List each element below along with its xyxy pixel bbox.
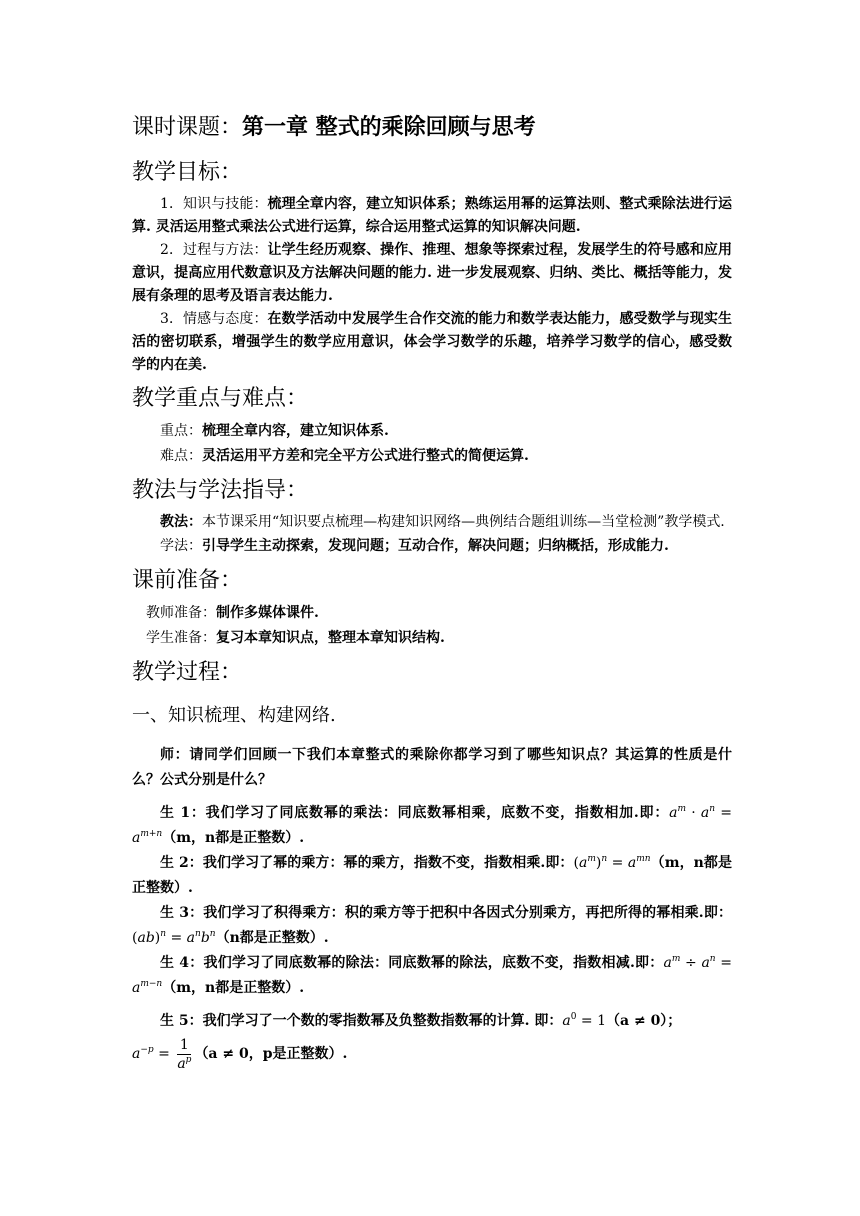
formula-negative-exponent: $a^{-p}$ = $\frac{1}{a^p}$: [132, 1036, 192, 1072]
difficulty-label: 难点：: [160, 448, 202, 464]
teacher-prep-label: 教师准备：: [146, 605, 216, 621]
objective-2-label: 2．过程与方法：: [160, 242, 268, 258]
student-2-answer: [132, 851, 732, 901]
formula-zero-exponent: $a^0 = 1$: [562, 1012, 607, 1029]
learning-method: [132, 534, 732, 559]
formula-product-power: $(ab)^n = a^nb^n$: [132, 929, 216, 946]
part1-heading: 一、知识梳理、构建网络.: [132, 705, 336, 726]
formula-power-rule: $(a^m)^n = a^{mn}$: [573, 854, 651, 871]
methods-heading: 教法与学法指导：: [132, 478, 309, 503]
objective-3: [132, 308, 732, 377]
student-prep-text: 复习本章知识点，整理本章知识结构.: [216, 630, 445, 646]
learning-method-text: 引导学生主动探索，发现问题；互动合作，解决问题；归纳概括，形成能力.: [202, 538, 669, 554]
lesson-title-text: 第一章 整式的乘除回顾与思考: [242, 114, 536, 140]
objective-2: [132, 239, 732, 308]
lesson-title: [132, 112, 732, 143]
student-5-note-1: （a ≠ 0）；: [606, 1013, 682, 1029]
fraction: $\frac{1}{a^p}$: [177, 1036, 192, 1072]
objective-1-text: 梳理全章内容，建立知识体系；熟练运用幂的运算法则、整式乘除法进行运算. 灵活运用整式乘法公式进行运算，综合运用整式运算的知识解决问题.: [132, 196, 732, 235]
teacher-question: 师：请同学们回顾一下我们本章整式的乘除你都学习到了哪些知识点？其运算的性质是什么？公式分别是什么？: [132, 747, 732, 788]
student-5-note-2: （a ≠ 0，p是正整数）.: [194, 1046, 348, 1062]
student-prep-label: 学生准备：: [146, 630, 216, 646]
learning-method-label: 学法：: [160, 538, 202, 554]
student-4-note: （m，n都是正整数）.: [162, 980, 305, 996]
teaching-method: [132, 511, 732, 534]
preparation-heading: 课前准备：: [132, 568, 243, 593]
lesson-title-label: 课时课题：: [132, 115, 243, 140]
student-4-text: 生 4：我们学习了同底数幂的除法：同底数幂的除法，底数不变，指数相减.即：: [160, 955, 664, 971]
focus-text: 梳理全章内容，建立知识体系.: [202, 423, 389, 439]
student-1-note: （m，n都是正整数）.: [162, 830, 305, 846]
objective-3-text: 在数学活动中发展学生合作交流的能力和数学表达能力，感受数学与现实生活的密切联系，增强学生的数学应用意识，体会学习数学的乐趣，培养学习数学的信心，感受数学的内在美.: [132, 311, 732, 373]
difficulty-text: 灵活运用平方差和完全平方公式进行整式的简便运算.: [202, 448, 529, 464]
teacher-prep-text: 制作多媒体课件.: [216, 605, 319, 621]
objective-3-label: 3．情感与态度：: [160, 311, 268, 327]
student-1-text: 生 1：我们学习了同底数幂的乘法：同底数幂相乘，底数不变，指数相加.即：: [160, 805, 670, 821]
key-points-heading: 教学重点与难点：: [132, 386, 309, 411]
student-2-note: （m，n都是正整数）.: [132, 855, 732, 896]
formula-product-rule: $a^m \cdot a^n = a^{m+n}$: [132, 804, 732, 846]
teaching-method-label: 教法：: [160, 514, 202, 530]
student-2-text: 生 2：我们学习了幂的乘方：幂的乘方，指数不变，指数相乘.即：: [160, 855, 574, 871]
document-content: [132, 112, 732, 1074]
student-prep: [132, 626, 732, 651]
student-5-answer-cont: [132, 1034, 732, 1074]
teaching-method-text: 本节课采用“知识要点梳理—构建知识网络—典例结合题组训练—当堂检测”教学模式.: [202, 514, 725, 530]
student-5-text: 生 5：我们学习了一个数的零指数幂及负整数指数幂的计算. 即：: [160, 1013, 563, 1029]
student-3-note: （n都是正整数）.: [215, 930, 329, 946]
student-4-answer: [132, 951, 732, 1001]
student-3-text: 生 3：我们学习了积得乘方：积的乘方等于把积中各因式分别乘方，再把所得的幂相乘.即：: [160, 905, 732, 921]
student-3-answer: [132, 901, 732, 951]
objective-2-text: 让学生经历观察、操作、推理、想象等探索过程，发展学生的符号感和应用意识，提高应用代数意识及方法解决问题的能力. 进一步发展观察、归纳、类比、概括等能力，发展有条理的思考及语言表达能力.: [132, 242, 732, 304]
objectives-heading: 教学目标：: [132, 160, 243, 185]
process-heading: 教学过程：: [132, 660, 243, 685]
difficulty-line: [132, 444, 732, 469]
student-5-answer: [132, 1009, 732, 1034]
objective-1-label: 1．知识与技能：: [160, 196, 268, 212]
formula-quotient-rule: $a^m \div a^n = a^{m-n}$: [132, 954, 732, 996]
teacher-prep: [132, 601, 732, 626]
objective-1: [132, 193, 732, 239]
student-1-answer: [132, 801, 732, 851]
focus-label: 重点：: [160, 423, 202, 439]
focus-line: [132, 419, 732, 444]
